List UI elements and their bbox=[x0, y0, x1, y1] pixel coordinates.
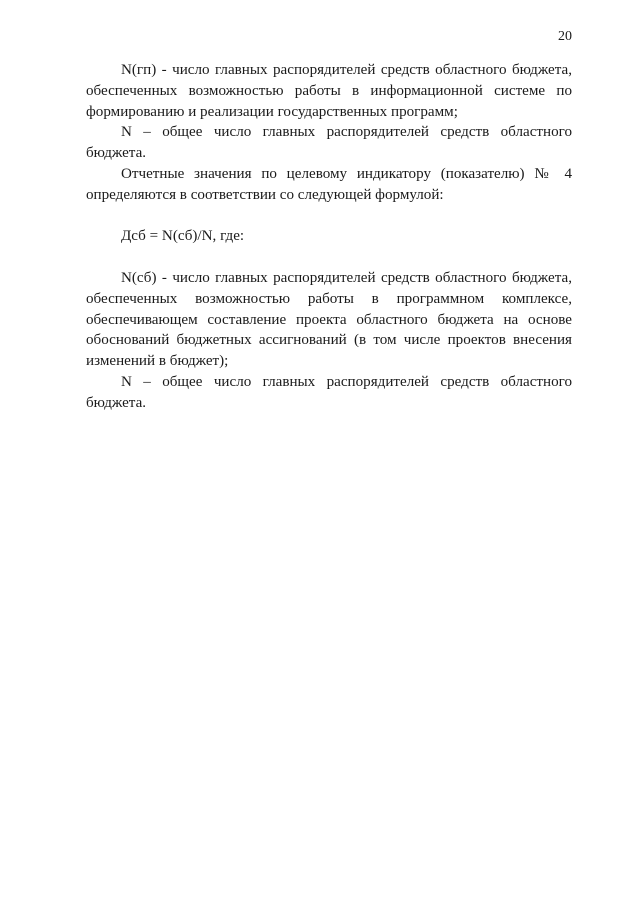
paragraph-n-gp-definition: N(гп) - число главных распорядителей средств областного бюджета, обеспеченных возможностью работы в информационной системе по формированию и реализации государственных программ; bbox=[86, 62, 572, 120]
formula-dsb: Дсб = N(сб)/N, где: bbox=[121, 228, 245, 245]
page-number: 20 bbox=[558, 29, 572, 44]
document-body bbox=[86, 60, 572, 414]
paragraph-n-total-definition: N – общее число главных распорядителей средств областного бюджета. bbox=[86, 124, 572, 162]
paragraph-n-total-definition-2: N – общее число главных распорядителей средств областного бюджета. bbox=[86, 373, 572, 411]
paragraph-n-sb-definition: N(сб) - число главных распорядителей средств областного бюджета, обеспеченных возможностью работы в программном комплексе, обеспечивающем составление проекта областного бюджета на основе обоснований бюджетных ассигнований (в том числе проектов внесения изменений в бюджет); bbox=[86, 269, 572, 370]
paragraph-indicator-4-intro: Отчетные значения по целевому индикатору (показателю) № 4 определяются в соответствии со следующей формулой: bbox=[86, 165, 572, 203]
